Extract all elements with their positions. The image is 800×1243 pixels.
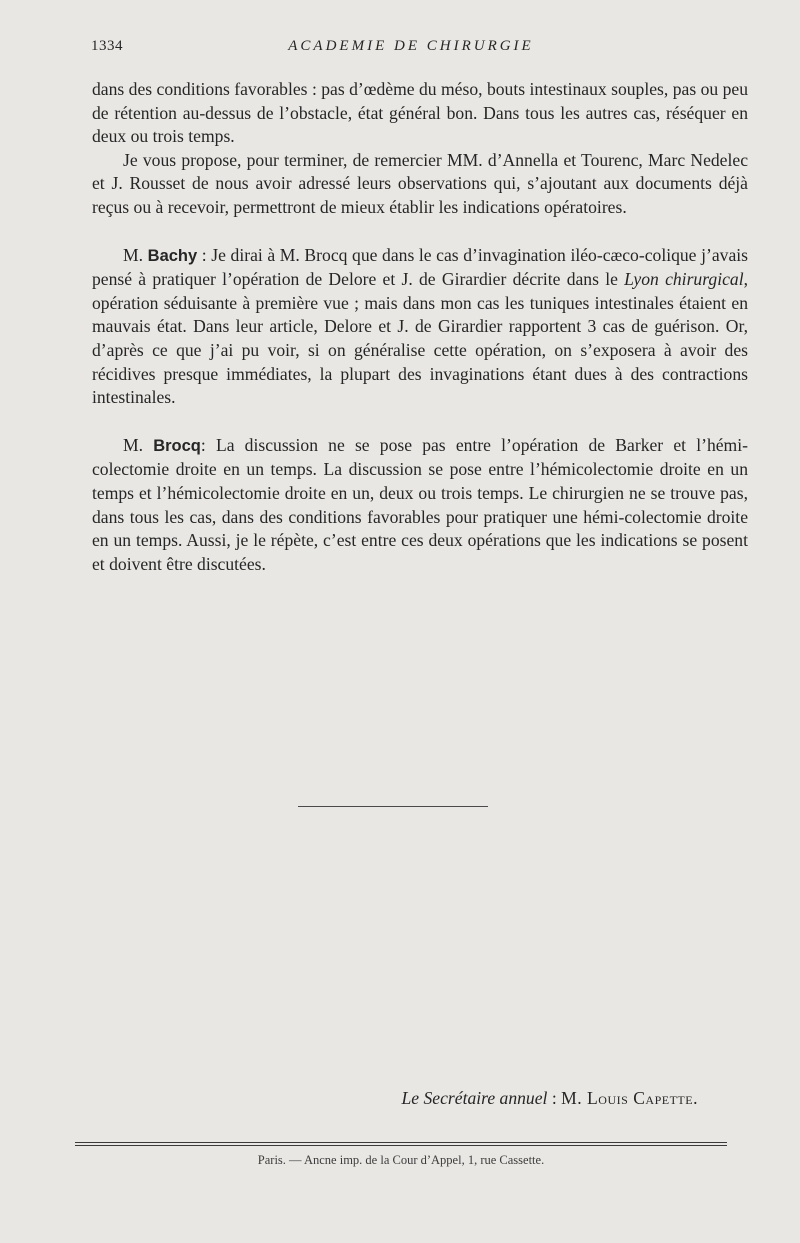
speaker-name-bachy: Bachy xyxy=(147,246,198,265)
running-title: ACADEMIE DE CHIRURGIE xyxy=(288,38,534,54)
signature-role: Le Secrétaire annuel xyxy=(401,1088,548,1108)
paragraph-bachy-text-1: : Je dirai à M. Brocq que dans le cas d’invagination iléo-cæco-colique j’avais pensé à pratiquer l’opération de Delore et J. de Girardier décrite dans le xyxy=(92,244,748,290)
page-header xyxy=(91,38,731,62)
paragraph-continuation: dans des conditions favorables : pas d’œdème du méso, bouts intestinaux souples, pas ou peu de rétention au-dessus de l’obstacle, état général bon. Dans tous les autres cas, réséquer en deux ou trois temps. xyxy=(92,79,748,147)
signature xyxy=(92,1088,698,1109)
page-number: 1334 xyxy=(91,38,123,54)
signature-name: M. Louis Capette. xyxy=(561,1088,698,1108)
paragraph-bachy-text-2: , opération séduisante à première vue ; mais dans mon cas les tuniques intestinales étaient en mauvais état. Dans leur article, Delore et J. de Girardier rapportent 3 cas de guérison. Or, d’après ce que j’ai pu voir, si on généralise cette opération, on s’exposera à avoir des récidives presque immédiates, la plupart des invaginations étant dues à des contractions intestinales. xyxy=(92,269,748,408)
body-text xyxy=(92,78,748,576)
speaker-name-brocq: Brocq xyxy=(153,436,201,455)
section-divider xyxy=(298,806,488,807)
speaker-prefix: M. xyxy=(123,244,148,265)
paragraph-brocq-text: : La discussion ne se pose pas entre l’opération de Barker et l’hémi-colectomie droite en un temps. La discussion se pose entre l’hémicolectomie droite en un temps et l’hémicolectomie droite en un, deux ou trois temps. Le chirurgien ne se trouve pas, dans tous les cas, dans des conditions favorables pour pratiquer une hémi-colectomie droite en un temps. Aussi, je le répète, c’est entre ces deux opérations que les indications se posent et doivent être discutées. xyxy=(92,434,748,574)
footer-rule-top xyxy=(75,1142,727,1143)
paragraph-thanks: Je vous propose, pour terminer, de remercier MM. d’Annella et Tourenc, Marc Nedelec et J. Rousset de nous avoir adressé leurs observations qui, s’ajoutant aux documents déjà reçus ou à recevoir, permettront de mieux établir les indications opératoires. xyxy=(92,149,748,217)
paragraph-brocq xyxy=(92,434,748,577)
journal-title: Lyon chirurgical xyxy=(624,269,744,290)
printer-imprint: Paris. — Ancne imp. de la Cour d’Appel, 1, rue Cassette. xyxy=(257,1153,545,1167)
speaker-prefix: M. xyxy=(123,434,154,455)
signature-separator: : xyxy=(547,1088,562,1108)
footer-rule-bottom xyxy=(75,1145,727,1146)
paragraph-bachy xyxy=(92,244,748,410)
